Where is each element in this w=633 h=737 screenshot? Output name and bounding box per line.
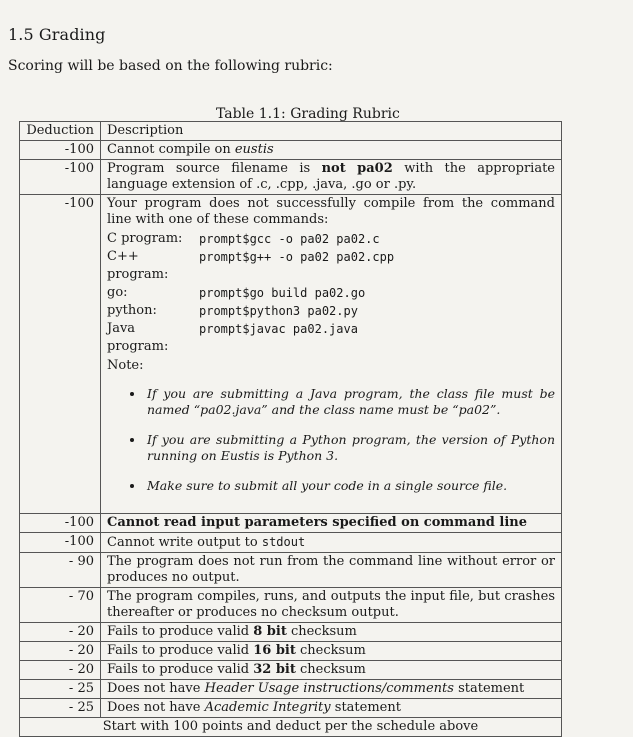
bold-text: 8 bit: [253, 624, 287, 639]
row-description: [101, 588, 562, 623]
bold-text: not: [321, 161, 346, 176]
note-label: Note:: [107, 358, 144, 373]
row-description: [101, 195, 562, 514]
table-row: [20, 160, 562, 195]
text-run: statement: [453, 681, 525, 696]
text-run: checksum: [286, 624, 357, 639]
text-run: statement: [330, 700, 401, 715]
note-list: [107, 386, 555, 494]
command-list: [107, 230, 555, 356]
command-row: [107, 230, 555, 248]
command-row: [107, 284, 555, 302]
deduction-value: - 90: [20, 553, 101, 588]
table-row: [20, 588, 562, 623]
intro-text: Scoring will be based on the following rubric:: [8, 58, 333, 74]
text-run: [346, 161, 357, 176]
deduction-value: -100: [20, 195, 101, 514]
command-text: prompt$g++ -o pa02 pa02.cpp: [199, 250, 395, 264]
compile-requirement: [107, 196, 555, 228]
deduction-value: - 20: [20, 642, 101, 661]
deduction-value: - 70: [20, 588, 101, 623]
table-row: [20, 141, 562, 160]
bold-text: 32 bit: [253, 662, 296, 677]
command-language: go:: [107, 285, 128, 300]
bold-text: pa02: [357, 161, 393, 176]
bold-text: 16 bit: [253, 643, 296, 658]
row-description: [101, 661, 562, 680]
grading-rubric-table: [19, 121, 562, 737]
section-title: 1.5 Grading: [8, 25, 106, 44]
table-row: [20, 642, 562, 661]
text-run: Does not have: [107, 700, 205, 715]
table-row: [20, 699, 562, 718]
row-description: [101, 141, 562, 160]
deduction-value: - 20: [20, 623, 101, 642]
header-deduction: Deduction: [20, 122, 101, 141]
text-run: Program source filename is: [107, 161, 322, 176]
command-text: prompt$python3 pa02.py: [199, 304, 358, 318]
list-item: • If you are submitting a Python program, the version of Python running on Eustis is Python 3.: [145, 432, 555, 464]
header-description: Description: [101, 122, 562, 141]
row-description: [101, 160, 562, 195]
text-run: Fails to produce valid: [107, 643, 254, 658]
row-description: [101, 699, 562, 718]
command-language: Java program:: [107, 321, 169, 354]
row-description: [101, 553, 562, 588]
text-run: stdout: [261, 535, 306, 549]
table-caption: Table 1.1: Grading Rubric: [216, 106, 400, 122]
text-run: The program does not run from the command line without error or produces no output.: [107, 554, 555, 585]
command-language: python:: [107, 303, 157, 318]
table-row: [20, 195, 562, 514]
table-row: [20, 680, 562, 699]
bold-text: Cannot read input parameters specified on command line: [107, 515, 527, 530]
command-row: [107, 248, 555, 284]
text-run: checksum: [295, 662, 366, 677]
table-row: [20, 533, 562, 553]
command-text: prompt$javac pa02.java: [199, 322, 358, 336]
table-row: [20, 623, 562, 642]
deduction-value: -100: [20, 533, 101, 553]
table-row: [20, 514, 562, 533]
table-footer: Start with 100 points and deduct per the schedule above: [20, 718, 562, 737]
table-row: [20, 553, 562, 588]
deduction-value: -100: [20, 160, 101, 195]
text-run: The program compiles, runs, and outputs the input file, but crashes thereafter or produces no checksum output.: [107, 589, 555, 620]
deduction-value: -100: [20, 514, 101, 533]
deduction-value: - 20: [20, 661, 101, 680]
text-run: Cannot write output to: [107, 535, 262, 550]
list-item: • Make sure to submit all your code in a single source file.: [145, 478, 555, 494]
list-item: • If you are submitting a Java program, the class file must be named “pa02.java” and the class name must be “pa02”.: [145, 386, 555, 418]
table-header-row: [20, 122, 562, 141]
italic-text: eustis: [234, 142, 274, 157]
command-language: C++ program:: [107, 249, 169, 282]
deduction-value: -100: [20, 141, 101, 160]
italic-text: Academic Integrity: [204, 700, 331, 715]
text-run: Does not have: [107, 681, 205, 696]
row-description: [101, 680, 562, 699]
table-row: [20, 661, 562, 680]
text-run: with the appropriate language extension of .c, .cpp, .java, .go or .py.: [107, 161, 555, 192]
text-run: Your program does not successfully compile from the command line with one of these commands:: [107, 196, 555, 227]
text-run: checksum: [295, 643, 366, 658]
command-text: prompt$go build pa02.go: [199, 286, 366, 300]
row-description: [101, 533, 562, 553]
row-description: [101, 623, 562, 642]
text-run: Fails to produce valid: [107, 624, 254, 639]
command-text: prompt$gcc -o pa02 pa02.c: [199, 232, 380, 246]
text-run: Cannot compile on: [107, 142, 235, 157]
deduction-value: - 25: [20, 699, 101, 718]
deduction-value: - 25: [20, 680, 101, 699]
row-description: [101, 514, 562, 533]
command-row: [107, 302, 555, 320]
italic-text: Header Usage instructions/comments: [204, 681, 454, 696]
command-row: [107, 320, 555, 356]
text-run: Fails to produce valid: [107, 662, 254, 677]
command-language: C program:: [107, 231, 183, 246]
table-footer-row: [20, 718, 562, 737]
row-description: [101, 642, 562, 661]
